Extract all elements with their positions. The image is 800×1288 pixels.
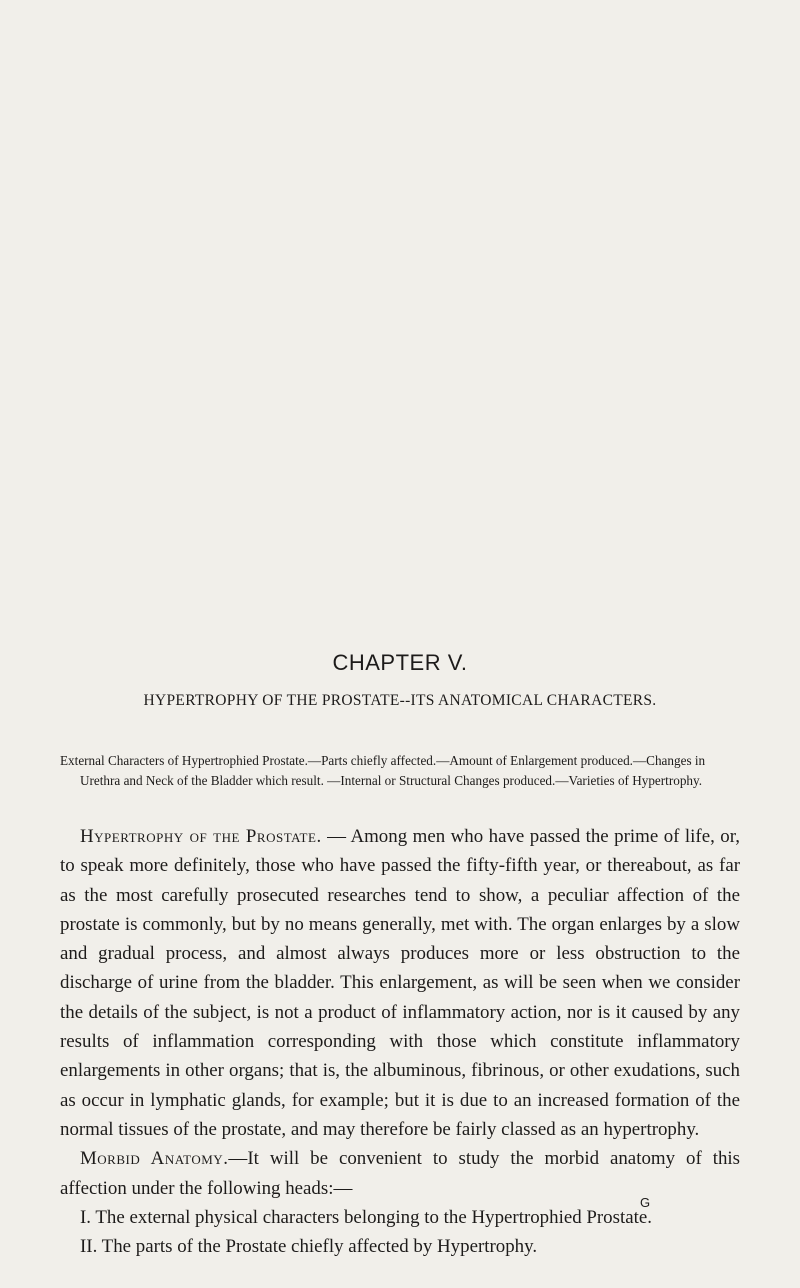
signature-mark: G (640, 1195, 651, 1210)
chapter-title: CHAPTER V. (332, 650, 468, 675)
paragraph (60, 1144, 740, 1203)
paragraph (60, 1203, 740, 1232)
paragraph-heading: Morbid Anatomy. (80, 1148, 229, 1170)
chapter-synopsis: External Characters of Hypertrophied Prostate.—Parts chiefly affected.—Amount of Enlargement produced.—Changes in Urethra and Neck of the Bladder which result. —Internal or Structural Changes produced.—Varieties of Hypertrophy. (60, 753, 706, 788)
paragraph-text: —It will be convenient to study the morbid anatomy of this affection under the following heads:— (60, 1148, 740, 1199)
paragraph-text: I. The external physical characters belonging to the Hypertrophied Prostate. (80, 1206, 652, 1228)
paragraph-text: — Among men who have passed the prime of life, or, to speak more definitely, those who have passed the fifty-fifth year, or thereabout, as far as the most carefully prosecuted researches tend to show, a peculiar affection of the prostate is commonly, but by no means generally, met with. The organ enlarges by a slow and gradual process, and almost always produces more or less obstruction to the discharge of urine from the bladder. This enlargement, as will be seen when we consider the details of the subject, is not a product of inflammatory action, nor is it caused by any results of inflammation corresponding with those which constitute inflammatory enlargements in other organs; that is, the albuminous, fibrinous, or other exudations, such as occur in lymphatic glands, for example; but it is due to an increased formation of the normal tissues of the prostate, and may therefore be fairly classed as an hypertrophy. (60, 826, 740, 1140)
chapter-subtitle: HYPERTROPHY OF THE PROSTATE--ITS ANATOMICAL CHARACTERS. (143, 692, 657, 709)
body-text (60, 822, 740, 1261)
paragraph-text: II. The parts of the Prostate chiefly affected by Hypertrophy. (80, 1236, 538, 1258)
paragraph-heading: Hypertrophy of the Prostate. (80, 826, 322, 847)
paragraph (60, 1232, 740, 1261)
paragraph (60, 822, 740, 1144)
